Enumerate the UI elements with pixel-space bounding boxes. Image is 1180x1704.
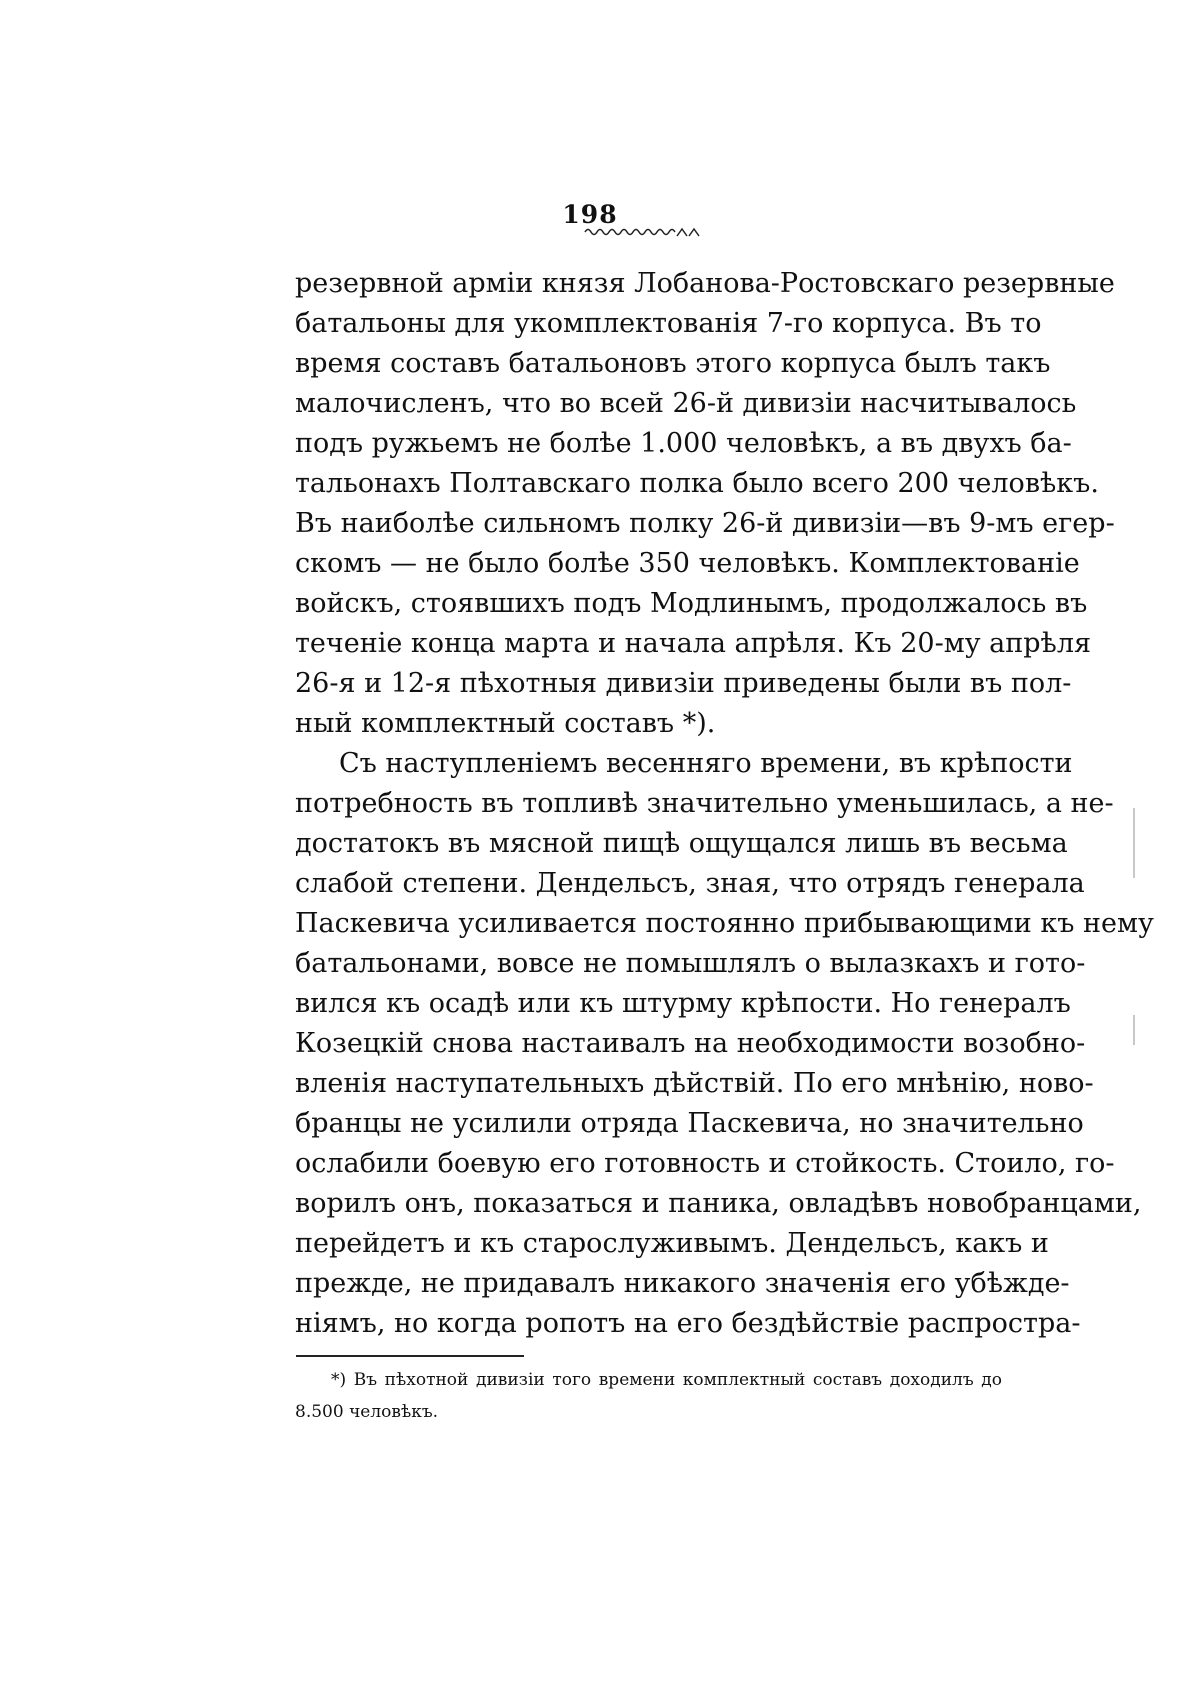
text-line: достатокъ въ мясной пищѣ ощущался лишь въ весьма bbox=[295, 828, 1068, 859]
text-line: ослабили боевую его готовность и стойкость. Стоило, го- bbox=[295, 1148, 1115, 1179]
text-line: перейдетъ и къ старослуживымъ. Дендельсъ, какъ и bbox=[295, 1228, 1049, 1259]
footnote-line: 8.500 человѣкъ. bbox=[295, 1402, 439, 1422]
text-line: Въ наиболѣе сильномъ полку 26-й дивизiи—въ 9-мъ егер- bbox=[295, 508, 1115, 539]
page-number: 198 bbox=[562, 200, 618, 229]
text-line: вленiя наступательныхъ дѣйствiй. По его мнѣнiю, ново- bbox=[295, 1068, 1094, 1099]
text-line: Козецкiй снова настаивалъ на необходимости возобно- bbox=[295, 1028, 1086, 1059]
text-line: Паскевича усиливается постоянно прибывающими къ нему bbox=[295, 908, 1154, 939]
footnote-line: *) Въ пѣхотной дивизiи того времени комплектный составъ доходилъ до bbox=[331, 1370, 1002, 1390]
text-line: теченiе конца марта и начала апрѣля. Къ 20-му апрѣля bbox=[295, 628, 1092, 659]
text-line: ворилъ онъ, показаться и паника, овладѣвъ новобранцами, bbox=[295, 1188, 1142, 1219]
text-line: бранцы не усилили отряда Паскевича, но значительно bbox=[295, 1108, 1084, 1139]
wavy-ornament-icon bbox=[585, 226, 705, 238]
text-line: скомъ — не было болѣе 350 человѣкъ. Комплектованiе bbox=[295, 548, 1080, 579]
text-line: резервной армiи князя Лобанова-Ростовскаго резервные bbox=[295, 268, 1115, 299]
text-line: тальонахъ Полтавскаго полка было всего 200 человѣкъ. bbox=[295, 468, 1099, 499]
margin-mark bbox=[1133, 808, 1135, 878]
footnote-divider bbox=[296, 1355, 524, 1357]
text-line: потребность въ топливѣ значительно уменьшилась, а не- bbox=[295, 788, 1114, 819]
text-line: батальоны для укомплектованiя 7-го корпуса. Въ то bbox=[295, 308, 1042, 339]
text-line: слабой степени. Дендельсъ, зная, что отрядъ генерала bbox=[295, 868, 1085, 899]
text-line: батальонами, вовсе не помышлялъ о вылазкахъ и гото- bbox=[295, 948, 1086, 979]
text-line: вился къ осадѣ или къ штурму крѣпости. Но генералъ bbox=[295, 988, 1071, 1019]
text-line: войскъ, стоявшихъ подъ Модлинымъ, продолжалось въ bbox=[295, 588, 1088, 619]
footnote bbox=[295, 1364, 1002, 1428]
text-line: малочисленъ, что во всей 26-й дивизiи насчитывалось bbox=[295, 388, 1077, 419]
text-line: ный комплектный составъ *). bbox=[295, 708, 716, 739]
margin-mark bbox=[1133, 1015, 1135, 1045]
text-line: время составъ батальоновъ этого корпуса былъ такъ bbox=[295, 348, 1051, 379]
text-line: прежде, не придавалъ никакого значенiя его убѣжде- bbox=[295, 1268, 1070, 1299]
text-line: 26-я и 12-я пѣхотныя дивизiи приведены были въ пол- bbox=[295, 668, 1072, 699]
text-line: нiямъ, но когда ропотъ на его бездѣйствiе распростра- bbox=[295, 1308, 1081, 1339]
body-text bbox=[295, 264, 1154, 1344]
text-line: Съ наступленiемъ весенняго времени, въ крѣпости bbox=[339, 748, 1073, 779]
text-line: подъ ружьемъ не болѣе 1.000 человѣкъ, а въ двухъ ба- bbox=[295, 428, 1072, 459]
